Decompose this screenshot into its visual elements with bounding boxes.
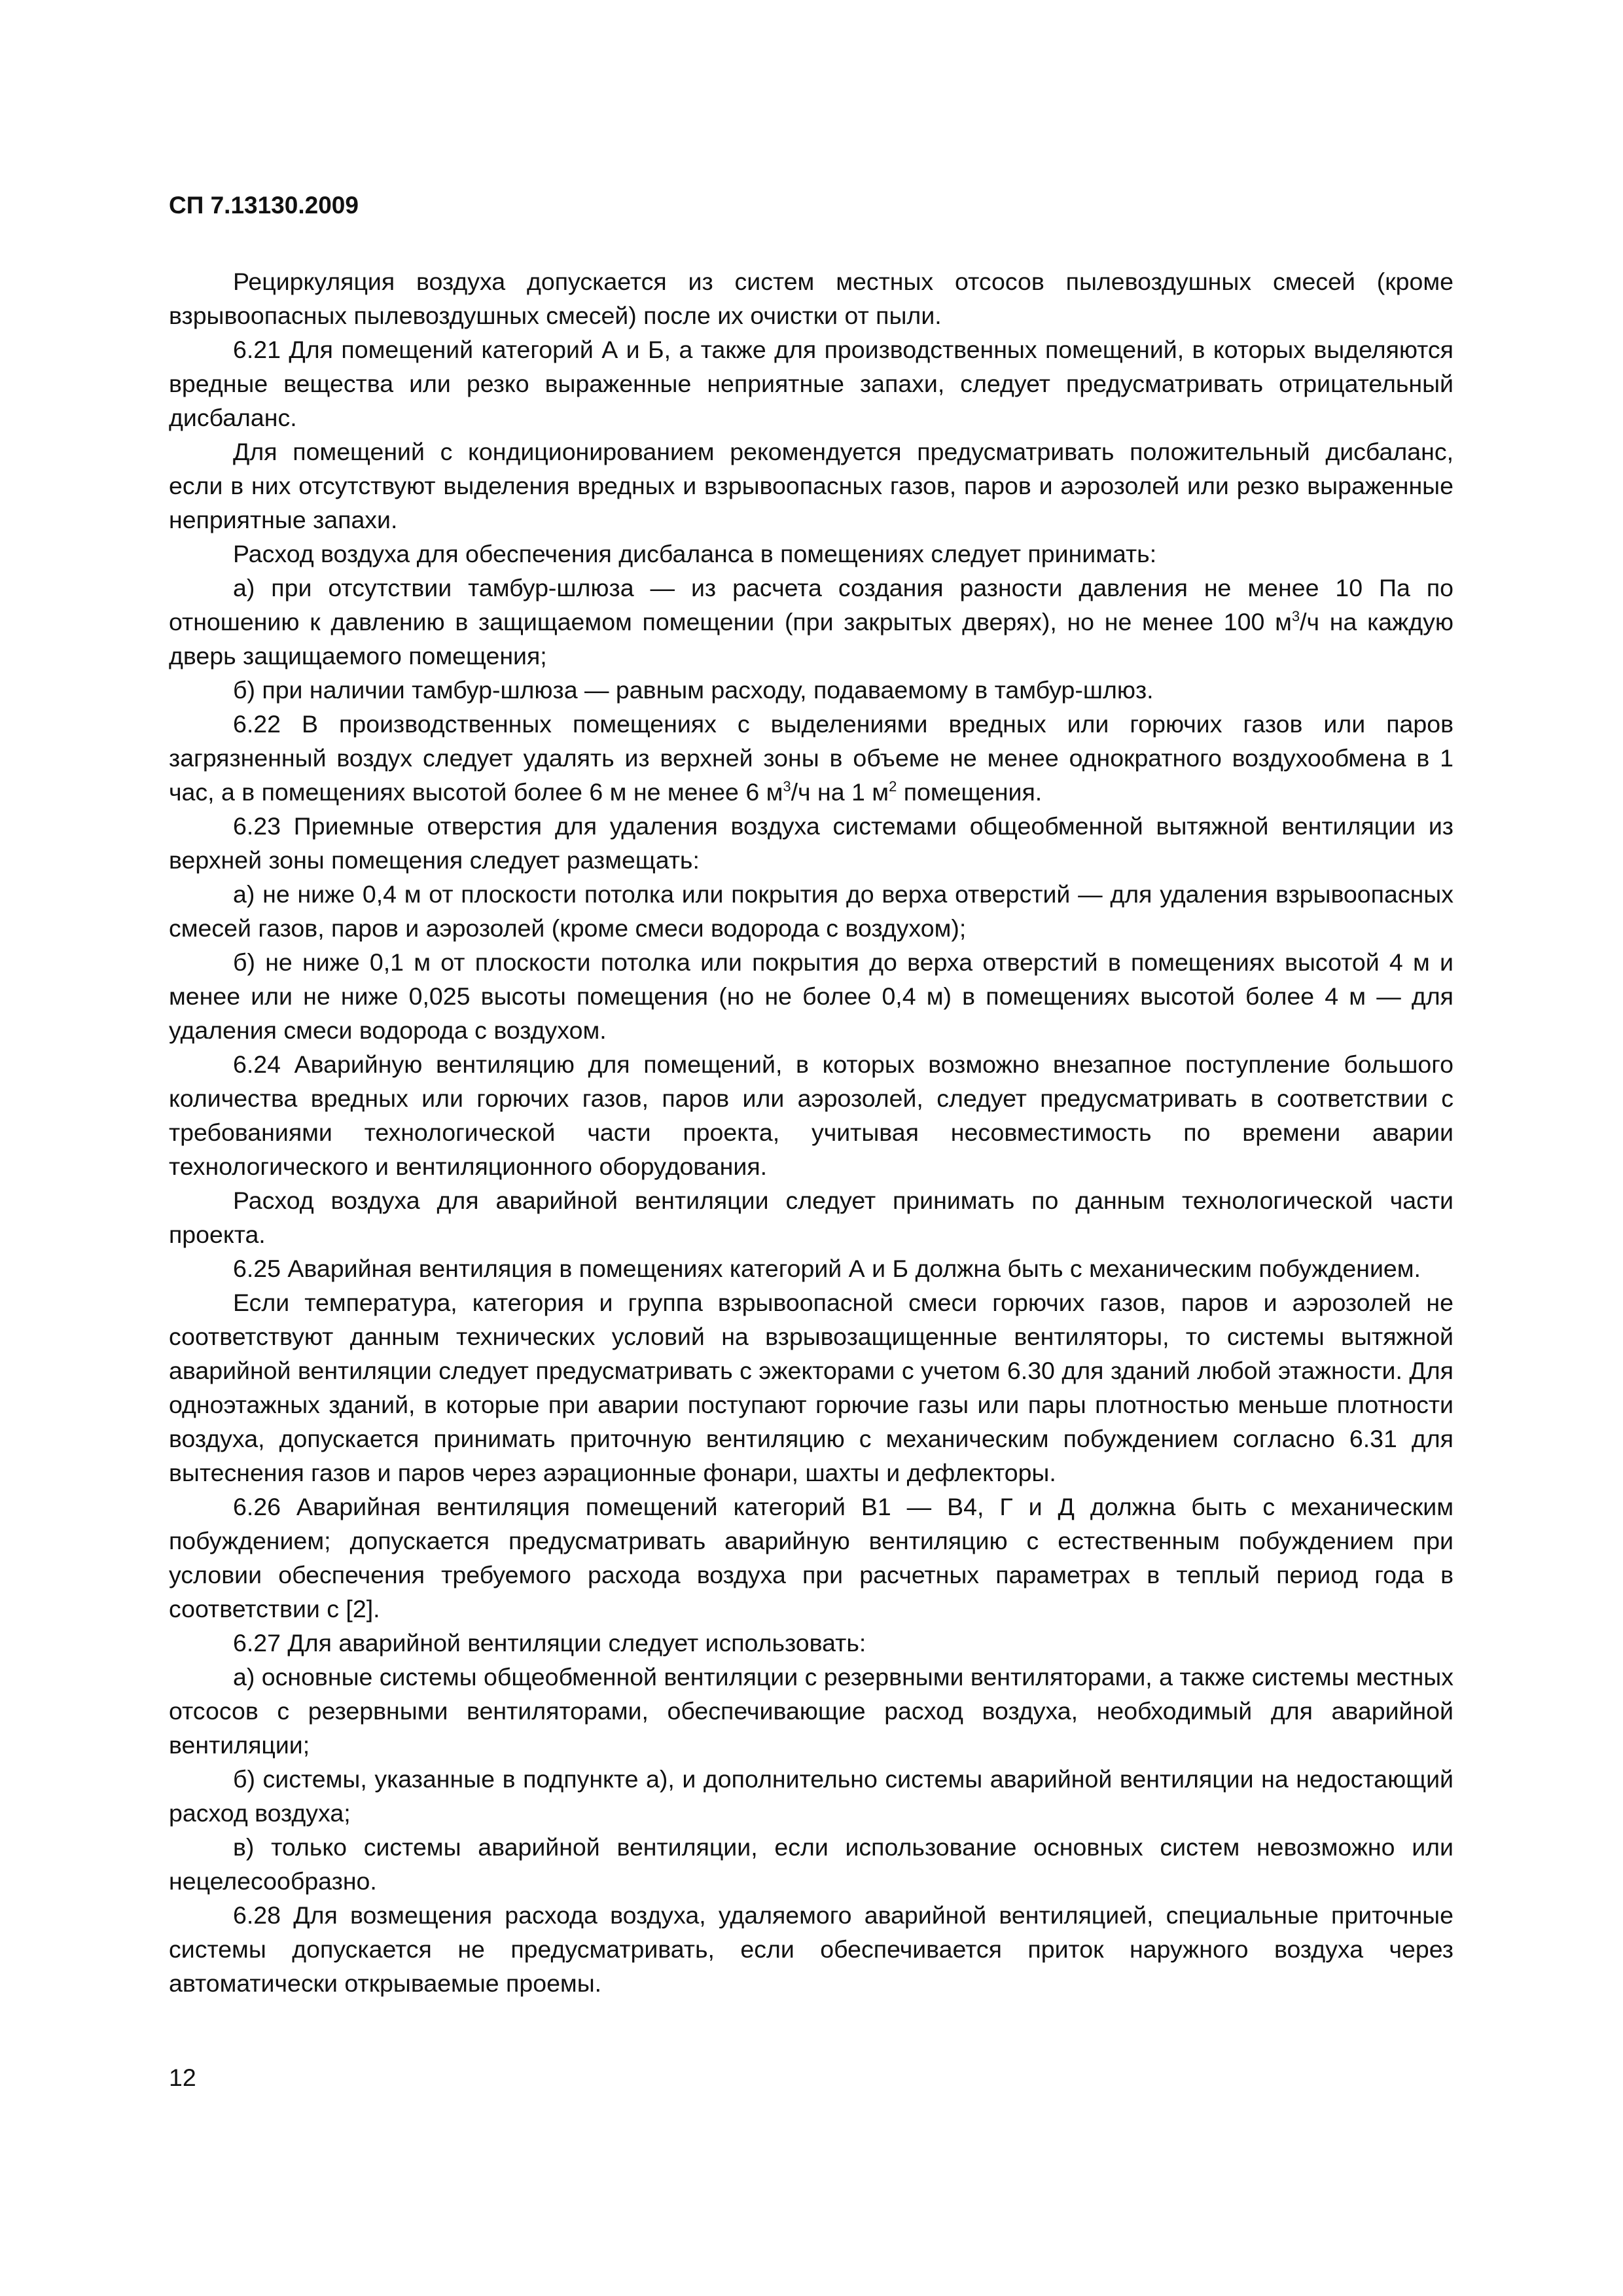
paragraph — [169, 707, 1454, 809]
document-body — [169, 264, 1454, 2000]
text-run: а) при отсутствии тамбур-шлюза — из расчета создания разности давления не менее 10 Па по отношению к давлению в защищаемом помещении (при закрытых дверях), но не менее 100 м — [169, 574, 1454, 636]
document-code-header: СП 7.13130.2009 — [169, 192, 359, 219]
superscript: 2 — [889, 778, 897, 795]
paragraph: 6.23 Приемные отверстия для удаления воздуха системами общеобменной вытяжной вентиляции из верхней зоны помещения следует размещать: — [169, 812, 1454, 874]
paragraph: 6.28 Для возмещения расхода воздуха, удаляемого аварийной вентиляцией, специальные приточные системы допускается не предусматривать, если обеспечивается приток наружного воздуха через автоматически открываемые проемы. — [169, 1901, 1454, 1997]
paragraph: б) при наличии тамбур-шлюза — равным расходу, подаваемому в тамбур-шлюз. — [233, 676, 1154, 704]
page-number: 12 — [169, 2064, 196, 2091]
paragraph: б) не ниже 0,1 м от плоскости потолка или покрытия до верха отверстий в помещениях высотой 4 м и менее или не ниже 0,025 высоты помещения (но не более 0,4 м) в помещениях высотой более 4 м — для удаления смеси водорода с воздухом. — [169, 948, 1454, 1044]
paragraph — [169, 571, 1454, 673]
paragraph: б) системы, указанные в подпункте а), и дополнительно системы аварийной вентиляции на недостающий расход воздуха; — [169, 1765, 1454, 1827]
paragraph: Если температура, категория и группа взрывоопасной смеси горючих газов, паров и аэрозолей не соответствуют данным технических условий на взрывозащищенные вентиляторы, то системы вытяжной аварийной вентиляции следует предусматривать с эжекторами с учетом 6.30 для зданий любой этажности. Для одноэтажных зданий, в которые при аварии поступают горючие газы или пары плотностью меньше плотности воздуха, допускается принимать приточную вентиляцию с механическим побуждением согласно 6.31 для вытеснения газов и паров через аэрационные фонари, шахты и дефлекторы. — [169, 1289, 1454, 1486]
text-run: /ч на каждую дверь защищаемого помещения; — [169, 608, 1454, 670]
text-run: /ч на 1 м — [791, 778, 889, 806]
paragraph: Расход воздуха для аварийной вентиляции следует принимать по данным технологической части проекта. — [169, 1187, 1454, 1248]
superscript: 3 — [783, 778, 791, 795]
text-run: помещения. — [897, 778, 1043, 806]
paragraph: Расход воздуха для обеспечения дисбаланса в помещениях следует принимать: — [233, 540, 1157, 567]
paragraph: в) только системы аварийной вентиляции, если использование основных систем невозможно или нецелесообразно. — [169, 1833, 1454, 1895]
paragraph: 6.25 Аварийная вентиляция в помещениях категорий А и Б должна быть с механическим побуждением. — [233, 1255, 1421, 1282]
paragraph: Для помещений с кондиционированием рекомендуется предусматривать положительный дисбаланс, если в них отсутствуют выделения вредных и взрывоопасных газов, паров и аэрозолей или резко выраженные неприятные запахи. — [169, 438, 1454, 533]
paragraph: 6.21 Для помещений категорий А и Б, а также для производственных помещений, в которых выделяются вредные вещества или резко выраженные неприятные запахи, следует предусматривать отрицательный дисбаланс. — [169, 336, 1454, 431]
text-run: 6.22 В производственных помещениях с выделениями вредных или горючих газов или паров загрязненный воздух следует удалять из верхней зоны в объеме не менее однократного воздухообмена в 1 час, а в помещениях высотой более 6 м не менее 6 м — [169, 710, 1454, 806]
paragraph: 6.24 Аварийную вентиляцию для помещений, в которых возможно внезапное поступление большого количества вредных или горючих газов, паров или аэрозолей, следует предусматривать в соответствии с требованиями технологической части проекта, учитывая несовместимость по времени аварии технологического и вентиляционного оборудования. — [169, 1050, 1454, 1180]
superscript: 3 — [1291, 608, 1300, 624]
paragraph: а) основные системы общеобменной вентиляции с резервными вентиляторами, а также системы местных отсосов с резервными вентиляторами, обеспечивающие расход воздуха, необходимый для аварийной вентиляции; — [169, 1663, 1454, 1759]
paragraph: а) не ниже 0,4 м от плоскости потолка или покрытия до верха отверстий — для удаления взрывоопасных смесей газов, паров и аэрозолей (кроме смеси водорода с воздухом); — [169, 880, 1454, 942]
paragraph: Рециркуляция воздуха допускается из систем местных отсосов пылевоздушных смесей (кроме взрывоопасных пылевоздушных смесей) после их очистки от пыли. — [169, 268, 1454, 329]
paragraph: 6.27 Для аварийной вентиляции следует использовать: — [233, 1629, 866, 1657]
paragraph: 6.26 Аварийная вентиляция помещений категорий В1 — В4, Г и Д должна быть с механическим побуждением; допускается предусматривать аварийную вентиляцию с естественным побуждением при условии обеспечения требуемого расхода воздуха при расчетных параметрах в теплый период года в соответствии с [2]. — [169, 1493, 1454, 1623]
